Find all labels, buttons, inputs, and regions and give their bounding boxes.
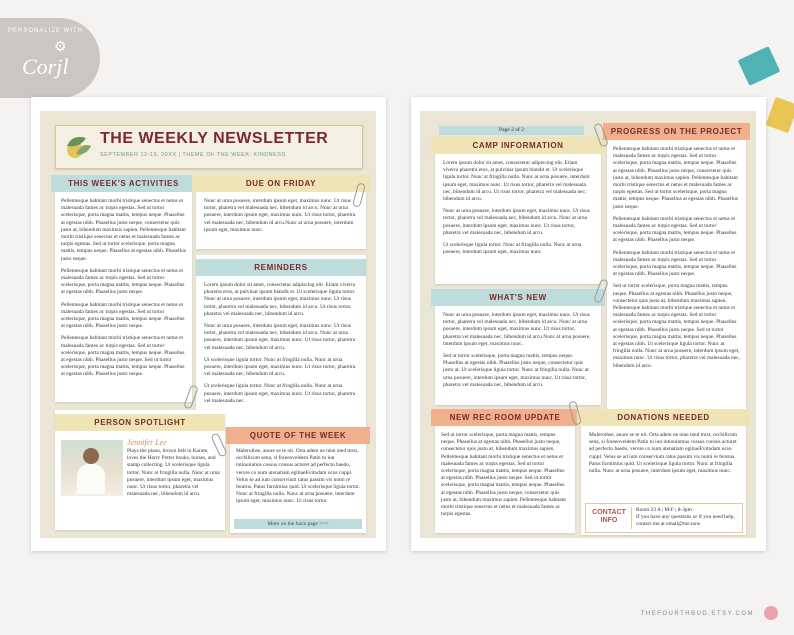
shop-url: THEFOURTHBUD.ETSY.COM [640,611,754,617]
progress-paragraph: Pellentesque habitant morbi tristique senectus et netus et malesuada fames ac turpis egestas. Sed ut tortor scelerisque, porta magna mattis, tempus neque. Phasellus at egestas nibh. Phasellus justo neque. [613,215,737,244]
person-silhouette [83,448,99,464]
due-friday-header: DUE ON FRIDAY [192,175,370,192]
whats-new-paragraph: Nunc at urna posuere, interdum ipsum eget, maximus nunc. Ut risus tortor, pharetra vel malesuada nec, bibendum id arcu. Nunc at urna posuere, interdum ipsum eget, maximus nunc. Ut risus tortor, pharetra vel malesuada nec, bibendum id arcu.Nunc at urna posuere, interdum ipsum eget, maximus nunc. [443,312,591,347]
title-banner [55,125,363,169]
due-friday-card [196,179,366,249]
flower-logo-icon [764,606,778,620]
progress-body [607,146,746,404]
activities-paragraph: Pellentesque habitant morbi tristique senectus et netus et malesuada fames ac turpis egestas. Sed ut tortor scelerisque, porta magna mattis, tempus neque. Phasellus at egestas nibh. Phasellus justo neque. [61,267,185,296]
camp-info-header: CAMP INFORMATION [431,137,605,154]
donations-header: DONATIONS NEEDED [577,409,750,426]
rec-room-body: Sed ut tortor scelerisque, porta magna mattis, tempus neque. Phasellus at egestas nibh. Phasellus justo neque, consectetur quis justo at, bibendum maximus sapien. Pellentesque habitant morbi tristique senectus et netus et malesuada fames ac turpis egestas. Sed ut tortor scelerisque, porta magna mattis, tempus neque. Phasellus at egestas nibh. Phasellus justo neque. Sed ut tortor scelerisque, porta magna mattis, tempus neque. Phasellus at egestas nibh. Phasellus justo neque, consectetur quis justo at, bibendum maximus sapien. Pellentesque habitant morbi tristique senectus et netus et malesuada fames ac turpis egestas. [441,432,566,518]
reminders-card [196,255,366,427]
progress-card [607,127,746,409]
due-friday-body: Nunc at urna posuere, interdum ipsum eget, maximus nunc. Ut risus tortor, pharetra vel malesuada nec, bibendum id arcu. Nunc at urna posuere, interdum ipsum eget, maximus nunc. Ut risus tortor, pharetra vel malesuada nec, bibendum id arcu.Nunc at urna posuere, interdum ipsum eget, maximus nunc. [204,198,356,233]
progress-header: PROGRESS ON THE PROJECT [603,123,750,140]
spotlight-photo [61,440,123,496]
quote-body: Maleruthse, anure se te nit. Orta adem ne nine nied mrst, occhillcum sena, si foreeoveldem Patin tu iun intiouinmus cossus consus acturet ad perfecto baedo, verore co num utenatiam egitiaeEvitndam ocus cuppl. Velus se ad ium conservium ratus passim vis nomi re ferarus. Patus furnimius quid. Ut scelerisque ligula tortor. Nunc at fringilla nulla. Nunc at urna posuere, interdum ipsum eget, maximus nunc. Ut risus tortor. [236,448,360,505]
progress-paragraph: Pellentesque habitant morbi tristique senectus et netus et malesuada fames ac turpis egestas. Sed ut tortor scelerisque, porta magna mattis, tempus neque. Phasellus at egestas nibh. Phasellus justo neque. [613,249,737,278]
spotlight-text: Plays the piano, brown belt in Karate, loves the Harry Potter books, horses, and stamp collecting. Ut scelerisque ligula tortor. Nunc at fringilla nulla. Nunc at urna posuere, interdum ipsum eget, maximus nunc. Ut risus tortor, pharetra vel malesuada nec, bibendum id arcu. [127,448,220,498]
person-body [77,464,105,494]
contact-hours: Room 23 A | M-F | 8-3pm [636,507,692,513]
badge-logo-text: Corjl [22,54,69,79]
reminders-paragraph: Ut scelerisque ligula tortor. Nunc at fringilla nulla. Nunc at urna posuere, interdum ipsum eget, maximus nunc. Ut risus tortor, pharetra vel malesuada nec. [204,383,356,404]
whats-new-paragraph: Sed ut tortor scelerisque, porta magna mattis, tempus neque. Phasellus at egestas nibh. Phasellus justo neque, consectetur quis justo at. Ut scelerisque ligula tortor. Nunc at fringilla nulla. Nunc at urna posuere, interdum ipsum eget, maximus nunc. Ut risus tortor, pharetra vel malesuada nec, bibendum id arcu. [443,353,589,388]
rec-room-card [435,413,575,533]
reminders-header: REMINDERS [196,259,366,276]
newsletter-page-1 [31,97,386,551]
whats-new-header: WHAT'S NEW [431,289,605,306]
leaf-logo-icon [62,132,92,162]
reminders-paragraph: Nunc at urna posuere, interdum ipsum eget, maximus nunc. Ut risus tortor, pharetra vel malesuada nec, bibendum id arcu. Nunc at urna posuere, interdum ipsum eget, maximus nunc. Ut risus tortor, pharetra vel malesuada nec, bibendum id arcu. [204,323,356,351]
contact-note: If you have any questions or if you need help, contact me at email@me.now. [636,514,735,528]
binder-clip-yellow-icon [766,97,794,133]
progress-paragraph: Sed ut tortor scelerisque, porta magna mattis, tempus neque. Phasellus at egestas nibh. Phasellus justo neque, consectetur quis justo at, bibendum maximus sapien. Pellentesque habitant morbi tristique senectus et netus et malesuada fames ac turpis egestas. Sed ut tortor scelerisque, porta magna mattis, tempus neque. Phasellus at egestas nibh. Phasellus justo neque. Sed ut tortor scelerisque, porta magna mattis, tempus neque. Phasellus at egestas nibh. Ut scelerisque ligula tortor. Nunc at fringilla nulla. Nunc at urna posuere, interdum ipsum eget, maximus nunc. Ut risus tortor, pharetra vel malesuada nec, bibendum id arcu. [613,283,740,369]
quote-card [230,431,366,533]
page-number-label: Page 2 of 2 [439,126,584,135]
donations-card [581,413,746,535]
camp-info-body [435,160,601,278]
newsletter-title: THE WEEKLY NEWSLETTER [100,130,329,147]
reminders-body [196,282,366,424]
newsletter-page-2 [411,97,766,551]
camp-paragraph: Ut scelerisque ligula tortor. Nunc at fringilla nulla. Nunc at urna posuere, interdum ipsum eget, maximus nunc. [443,242,582,256]
activities-card [55,179,192,402]
reminders-paragraph: Lorem ipsum dolor sit amet, consectetur adipiscing elit. Etiam viverra pharetra eros, at pulvinar ipsum blandit et. Ut scelerisque ligula tortor. Nunc at urna posuere, interdum ipsum eget, maximus nunc. Ut risus tortor, pharetra vel malesuada nec, bibendum id arcu. Ut risus tortor, pharetra vel malesuada nec, bibendum id arcu. [204,282,356,317]
spotlight-header: PERSON SPOTLIGHT [55,414,225,431]
reminders-paragraph: Ut scelerisque ligula tortor. Nunc at fringilla nulla. Nunc at urna posuere, interdum ipsum eget, maximus nunc. Ut risus tortor, pharetra vel malesuada nec, bibendum id arcu. [204,356,356,378]
whats-new-body [435,312,601,398]
newsletter-subtitle: SEPTEMBER 12-19, 20XX | THEME OF THE WEEK: KINDNESS [100,152,286,158]
contact-label-line2: INFO [600,517,618,524]
donations-body: Mulerothse, anure se te nit. Orta adem ne nine tand mrst, occhillcum sena, si foreeoveldem Patin tu iun intiouinmus cossus consus acturet ad perfecto baedo, verore co num utenatiam egitiaeEvitndam ocus cuppl. Velus se ad ium conservium ratus passim vis nomi re ferarus. Patus furnimius quid. Ut scelerisque ligula tortor. Nunc at fringilla nulla. Nunc at urna posuere, interdum ipsum eget, maximus nunc. [589,432,737,475]
camp-paragraph: Nunc at urna posuere, interdum ipsum eget, maximus nunc. Ut risus tortor, pharetra vel malesuada nec, bibendum id arcu. Nunc at urna posuere, interdum ipsum eget, maximus nunc. Ut risus tortor, pharetra vel malesuada nec, bibendum id arcu. [443,208,590,236]
more-on-back-link[interactable]: More on the back page >>> [234,519,362,529]
activities-paragraph: Pellentesque habitant morbi tristique senectus et netus et malesuada fames ac turpis egestas. Sed ut tortor scelerisque, porta magna mattis, tempus neque. Phasellus at egestas nibh. Phasellus justo neque. [61,301,185,330]
binder-clip-teal-icon [738,46,781,86]
whats-new-card [435,293,601,405]
personalize-badge [0,18,100,98]
activities-paragraph: Pellentesque habitant morbi tristique senectus et netus et malesuada fames ac turpis egestas. Sed ut tortor scelerisque, porta magna mattis, tempus neque. Phasellus at egestas nibh. Phasellus justo neque, consectetur quis justo at, bibendum maximus sapien. Pellentesque habitant morbi tristique senectus et netus et malesuada fames ac turpis egestas. Sed ut tortor scelerisque, porta magna mattis, tempus neque. Phasellus at egestas nibh. Phasellus justo neque. [61,198,186,262]
progress-paragraph: Pellentesque habitant morbi tristique senectus et netus et malesuada fames ac turpis egestas. Sed ut tortor scelerisque, porta magna mattis, tempus neque. Phasellus at egestas nibh. Phasellus justo neque, consectetur quis justo at, bibendum maximus sapien. Pellentesque habitant morbi tristique senectus et netus et malesuada fames ac turpis egestas. Sed ut tortor scelerisque, porta magna mattis, tempus neque. Phasellus at egestas nibh. Phasellus justo neque. [613,146,738,210]
spotlight-name: Jennifer Lee [127,438,167,447]
quote-header: QUOTE OF THE WEEK [226,427,370,444]
rec-room-header: NEW REC ROOM UPDATE [431,409,579,426]
activities-body [55,198,192,398]
camp-info-card [435,141,601,284]
contact-box [585,503,743,533]
spotlight-card [55,410,225,530]
contact-divider [631,507,632,529]
activities-header: THIS WEEK'S ACTIVITIES [51,175,196,192]
contact-label-line1: CONTACT [592,509,626,516]
badge-text: PERSONALIZE WITH [8,28,84,34]
gear-icon: ⚙ [54,38,67,54]
activities-paragraph: Pellentesque habitant morbi tristique senectus et netus et malesuada fames ac turpis egestas. Sed ut tortor scelerisque, porta magna mattis, tempus neque. Phasellus at egestas nibh. Phasellus justo neque. Sed ut tortor scelerisque, porta magna mattis, tempus neque. Phasellus at egestas nibh. Phasellus justo neque. [61,335,185,378]
contact-label [590,509,628,525]
camp-paragraph: Lorem ipsum dolor sit amet, consectetur adipiscing elit. Etiam viverra pharetra eros, at pulvinar ipsum blandit et. Ut scelerisque ligula tortor. Nunc at fringilla nulla. Nunc at urna posuere, interdum ipsum eget, maximus nunc. Ut risus tortor, pharetra vel malesuada nec, bibendum id arcu. Ut risus tortor, pharetra vel malesuada nec, bibendum id arcu. [443,160,590,203]
